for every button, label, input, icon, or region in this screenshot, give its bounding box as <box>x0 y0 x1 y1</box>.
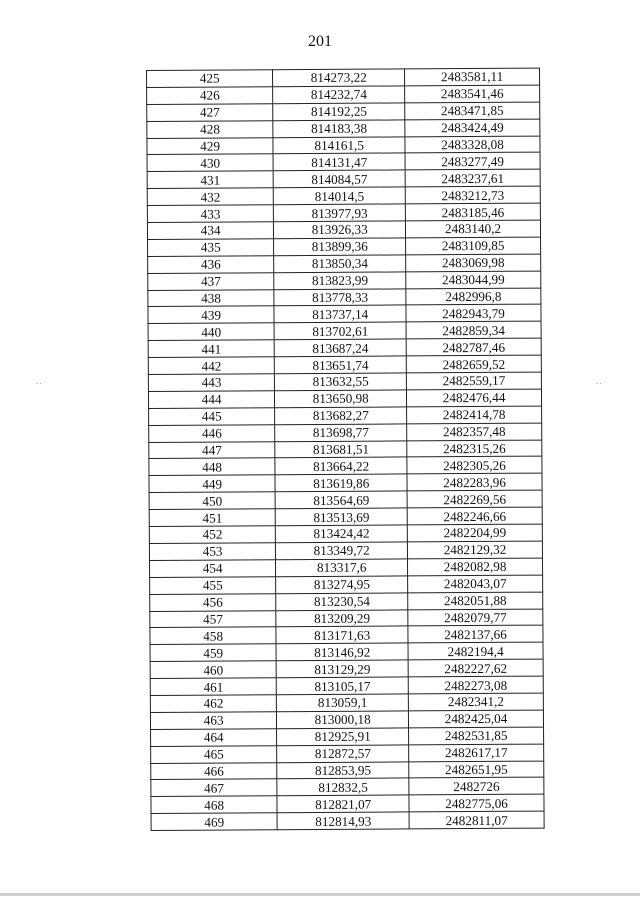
x-coordinate-cell: 814273,22 <box>273 69 405 87</box>
point-number-cell: 433 <box>147 205 273 223</box>
table-row <box>151 811 544 830</box>
x-coordinate-cell: 814084,57 <box>273 170 405 188</box>
x-coordinate-cell: 813977,93 <box>274 204 406 222</box>
x-coordinate-cell: 813682,27 <box>275 407 407 425</box>
x-coordinate-cell: 814014,5 <box>274 187 406 205</box>
x-coordinate-cell: 813926,33 <box>274 221 406 239</box>
x-coordinate-cell: 813650,98 <box>275 390 407 408</box>
y-coordinate-cell: 2483328,08 <box>405 136 540 154</box>
x-coordinate-cell: 812925,91 <box>277 728 409 746</box>
y-coordinate-cell: 2483581,11 <box>405 68 540 86</box>
x-coordinate-cell: 813698,77 <box>275 424 407 442</box>
y-coordinate-cell: 2483212,73 <box>405 186 540 204</box>
y-coordinate-cell: 2483044,99 <box>406 271 541 289</box>
point-number-cell: 438 <box>148 289 274 307</box>
y-coordinate-cell: 2482283,96 <box>407 473 542 491</box>
x-coordinate-cell: 812821,07 <box>277 795 409 813</box>
y-coordinate-cell: 2482651,95 <box>409 761 544 779</box>
y-coordinate-cell: 2482273,08 <box>408 676 543 694</box>
y-coordinate-cell: 2482137,66 <box>408 625 543 643</box>
x-coordinate-cell: 813702,61 <box>274 322 406 340</box>
right-margin-mark: .. <box>596 376 603 386</box>
x-coordinate-cell: 813146,92 <box>276 643 408 661</box>
point-number-cell: 466 <box>151 762 277 780</box>
y-coordinate-cell: 2483541,46 <box>405 85 540 103</box>
x-coordinate-cell: 814192,25 <box>273 103 405 121</box>
x-coordinate-cell: 813349,72 <box>276 542 408 560</box>
point-number-cell: 462 <box>150 695 276 713</box>
y-coordinate-cell: 2482775,06 <box>409 794 544 812</box>
point-number-cell: 454 <box>149 560 275 578</box>
x-coordinate-cell: 813681,51 <box>275 441 407 459</box>
point-number-cell: 459 <box>150 644 276 662</box>
x-coordinate-cell: 813059,1 <box>277 694 409 712</box>
point-number-cell: 444 <box>148 391 274 409</box>
y-coordinate-cell: 2483237,61 <box>405 169 540 187</box>
y-coordinate-cell: 2483069,98 <box>406 254 541 272</box>
point-number-cell: 469 <box>151 813 277 831</box>
y-coordinate-cell: 2482341,2 <box>408 693 543 711</box>
x-coordinate-cell: 814161,5 <box>273 136 405 154</box>
point-number-cell: 461 <box>150 678 276 696</box>
point-number-cell: 445 <box>149 408 275 426</box>
y-coordinate-cell: 2482559,17 <box>406 372 541 390</box>
point-number-cell: 458 <box>150 627 276 645</box>
x-coordinate-cell: 813000,18 <box>277 711 409 729</box>
y-coordinate-cell: 2482051,88 <box>408 592 543 610</box>
y-coordinate-cell: 2482194,4 <box>408 642 543 660</box>
point-number-cell: 426 <box>147 87 273 105</box>
y-coordinate-cell: 2482082,98 <box>408 558 543 576</box>
y-coordinate-cell: 2482129,32 <box>407 541 542 559</box>
point-number-cell: 437 <box>148 272 274 290</box>
x-coordinate-cell: 813632,55 <box>275 373 407 391</box>
x-coordinate-cell: 813129,29 <box>276 660 408 678</box>
y-coordinate-cell: 2482726 <box>409 777 544 795</box>
x-coordinate-cell: 813209,29 <box>276 609 408 627</box>
y-coordinate-cell: 2482305,26 <box>407 457 542 475</box>
y-coordinate-cell: 2482246,66 <box>407 507 542 525</box>
point-number-cell: 456 <box>150 593 276 611</box>
y-coordinate-cell: 2483424,49 <box>405 119 540 137</box>
x-coordinate-cell: 813850,34 <box>274 255 406 273</box>
x-coordinate-cell: 813317,6 <box>276 559 408 577</box>
x-coordinate-cell: 814131,47 <box>273 153 405 171</box>
point-number-cell: 439 <box>148 306 274 324</box>
x-coordinate-cell: 813424,42 <box>276 525 408 543</box>
point-number-cell: 457 <box>150 610 276 628</box>
y-coordinate-cell: 2483471,85 <box>405 102 540 120</box>
y-coordinate-cell: 2482996,8 <box>406 288 541 306</box>
y-coordinate-cell: 2483185,46 <box>405 203 540 221</box>
point-number-cell: 446 <box>149 424 275 442</box>
point-number-cell: 443 <box>148 374 274 392</box>
y-coordinate-cell: 2482943,79 <box>406 305 541 323</box>
y-coordinate-cell: 2482414,78 <box>407 406 542 424</box>
y-coordinate-cell: 2482859,34 <box>406 321 541 339</box>
y-coordinate-cell: 2483140,2 <box>406 220 541 238</box>
y-coordinate-cell: 2482811,07 <box>409 811 544 829</box>
point-number-cell: 455 <box>150 576 276 594</box>
x-coordinate-cell: 813664,22 <box>275 457 407 475</box>
point-number-cell: 450 <box>149 492 275 510</box>
point-number-cell: 428 <box>147 120 273 138</box>
y-coordinate-cell: 2482531,85 <box>409 727 544 745</box>
y-coordinate-cell: 2482476,44 <box>407 389 542 407</box>
y-coordinate-cell: 2482659,52 <box>406 355 541 373</box>
point-number-cell: 442 <box>148 357 274 375</box>
x-coordinate-cell: 813899,36 <box>274 238 406 256</box>
x-coordinate-cell: 812872,57 <box>277 745 409 763</box>
point-number-cell: 429 <box>147 137 273 155</box>
point-number-cell: 449 <box>149 475 275 493</box>
x-coordinate-cell: 813105,17 <box>277 677 409 695</box>
y-coordinate-cell: 2482315,26 <box>407 440 542 458</box>
x-coordinate-cell: 812832,5 <box>277 778 409 796</box>
point-number-cell: 467 <box>151 779 277 797</box>
point-number-cell: 465 <box>151 745 277 763</box>
x-coordinate-cell: 813778,33 <box>274 288 406 306</box>
page-number: 201 <box>308 33 332 50</box>
scan-edge-line <box>0 893 640 896</box>
point-number-cell: 434 <box>147 222 273 240</box>
y-coordinate-cell: 2482425,04 <box>409 710 544 728</box>
left-margin-mark: .. <box>36 376 43 386</box>
y-coordinate-cell: 2482269,56 <box>407 490 542 508</box>
x-coordinate-cell: 813651,74 <box>275 356 407 374</box>
point-number-cell: 448 <box>149 458 275 476</box>
y-coordinate-cell: 2482079,77 <box>408 609 543 627</box>
point-number-cell: 425 <box>147 70 273 88</box>
point-number-cell: 427 <box>147 104 273 122</box>
y-coordinate-cell: 2483109,85 <box>406 237 541 255</box>
y-coordinate-cell: 2482357,48 <box>407 423 542 441</box>
point-number-cell: 430 <box>147 154 273 172</box>
point-number-cell: 460 <box>150 661 276 679</box>
x-coordinate-cell: 814232,74 <box>273 86 405 104</box>
point-number-cell: 468 <box>151 796 277 814</box>
point-number-cell: 451 <box>149 509 275 527</box>
point-number-cell: 452 <box>149 526 275 544</box>
x-coordinate-cell: 812814,93 <box>277 812 409 830</box>
x-coordinate-cell: 813513,69 <box>275 508 407 526</box>
point-number-cell: 436 <box>148 256 274 274</box>
y-coordinate-cell: 2482617,17 <box>409 744 544 762</box>
x-coordinate-cell: 813823,99 <box>274 272 406 290</box>
point-number-cell: 432 <box>147 188 273 206</box>
coordinates-table <box>146 68 545 831</box>
point-number-cell: 435 <box>148 239 274 257</box>
y-coordinate-cell: 2482227,62 <box>408 659 543 677</box>
x-coordinate-cell: 813687,24 <box>274 339 406 357</box>
x-coordinate-cell: 812853,95 <box>277 761 409 779</box>
point-number-cell: 441 <box>148 340 274 358</box>
y-coordinate-cell: 2482787,46 <box>406 338 541 356</box>
point-number-cell: 453 <box>149 543 275 561</box>
x-coordinate-cell: 813230,54 <box>276 593 408 611</box>
point-number-cell: 440 <box>148 323 274 341</box>
x-coordinate-cell: 813274,95 <box>276 576 408 594</box>
point-number-cell: 463 <box>150 712 276 730</box>
point-number-cell: 431 <box>147 171 273 189</box>
y-coordinate-cell: 2483277,49 <box>405 153 540 171</box>
x-coordinate-cell: 813737,14 <box>274 305 406 323</box>
y-coordinate-cell: 2482043,07 <box>408 575 543 593</box>
point-number-cell: 464 <box>151 728 277 746</box>
x-coordinate-cell: 813564,69 <box>275 491 407 509</box>
point-number-cell: 447 <box>149 441 275 459</box>
x-coordinate-cell: 814183,38 <box>273 120 405 138</box>
y-coordinate-cell: 2482204,99 <box>407 524 542 542</box>
coordinates-table-body <box>147 68 545 830</box>
x-coordinate-cell: 813171,63 <box>276 626 408 644</box>
x-coordinate-cell: 813619,86 <box>275 474 407 492</box>
